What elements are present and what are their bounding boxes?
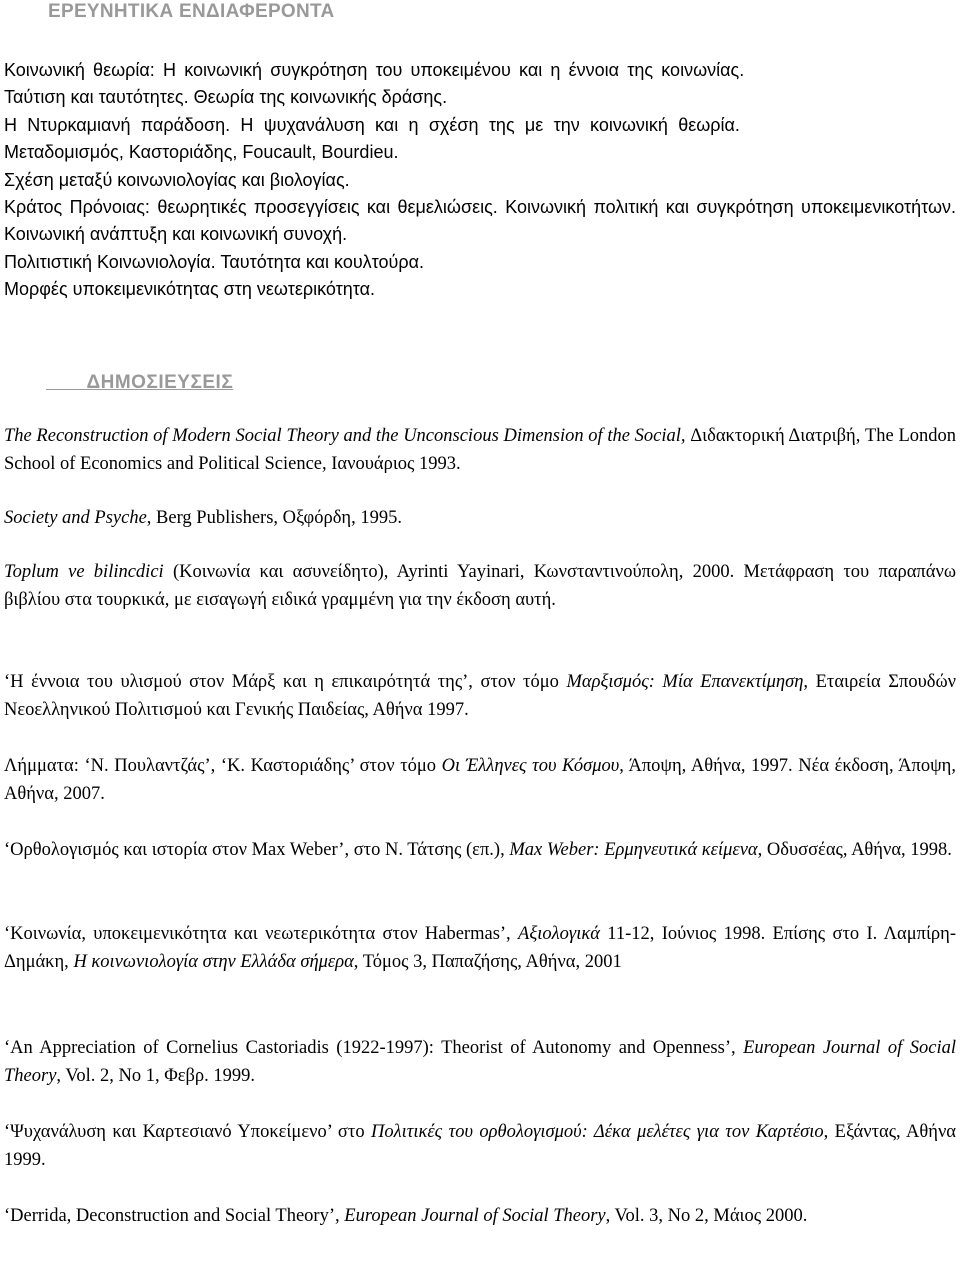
- publication-item: Toplum ve bilincdici (Κοινωνία και ασυνείδητο), Ayrinti Yayinari, Κωνσταντινούπολη, 2000. Μετάφραση του παραπάνω βιβλίου στα τουρκικά, με εισαγωγή ειδικά γραμμένη για την έκδοση αυτή.: [4, 562, 956, 610]
- publication-item: ‘Κοινωνία, υποκειμενικότητα και νεωτερικότητα στον Habermas’, Αξιολογικά 11-12, Ιούνιος 1998. Επίσης στο Ι. Λαμπίρη-Δημάκη, Η κοινωνιολογία στην Ελλάδα σήμερα, Τόμος 3, Παπαζήσης, Αθήνα, 2001: [4, 924, 956, 972]
- interest-line: Σχέση μεταξύ κοινωνιολογίας και βιολογίας.: [4, 169, 350, 190]
- publication-title: Μαρξισμός: Μία Επανεκτίμηση: [566, 672, 804, 692]
- publication-title: Αξιολογικά: [518, 924, 600, 944]
- interest-line: Πολιτιστική Κοινωνιολογία. Ταυτότητα και κουλτούρα.: [4, 251, 425, 272]
- publication-title: European Journal of Social Theory: [344, 1206, 606, 1226]
- publication-item: ‘Η έννοια του υλισμού στον Μάρξ και η επικαιρότητά της’, στον τόμο Μαρξισμός: Μία Επανεκτίμηση, Εταιρεία Σπουδών Νεοελληνικού Πολιτισμού και Γενικής Παιδείας, Αθήνα 1997.: [4, 672, 957, 720]
- publication-title: Max Weber: Ερμηνευτικά κείμενα: [509, 840, 758, 860]
- research-interests-heading: ΕΡΕΥΝΗΤΙΚΑ ΕΝΔΙΑΦΕΡΟΝΤΑ: [48, 1, 335, 22]
- publication-item: Λήμματα: ‘Ν. Πουλαντζάς’, ‘Κ. Καστοριάδης’ στον τόμο Οι Έλληνες του Κόσμου, Άποψη, Αθήνα, 1997. Νέα έκδοση, Άποψη, Αθήνα, 2007.: [4, 756, 956, 804]
- publication-item: ‘Derrida, Deconstruction and Social Theory’, European Journal of Social Theory, Vol. 3, No 2, Μάιος 2000.: [4, 1206, 808, 1226]
- interest-line: Η Ντυρκαμιανή παράδοση. Η ψυχανάλυση και η σχέση της με την κοινωνική θεωρία.: [4, 114, 740, 135]
- publication-title: Πολιτικές του ορθολογισμού: Δέκα μελέτες για τον Καρτέσιο: [370, 1122, 824, 1142]
- publication-item: Society and Psyche, Berg Publishers, Οξφόρδη, 1995.: [4, 508, 402, 528]
- interest-line: Ταύτιση και ταυτότητες. Θεωρία της κοινωνικής δράσης.: [4, 87, 448, 108]
- publication-item: The Reconstruction of Modern Social Theory and the Unconscious Dimension of the Social, Διδακτορική Διατριβή, The London School of Economics and Political Science, Ιανουάριος 1993.: [4, 426, 956, 474]
- publication-title: Οι Έλληνες του Κόσμου: [441, 756, 620, 776]
- interest-line: Κοινωνική θεωρία: Η κοινωνική συγκρότηση του υποκειμένου και η έννοια της κοινωνίας.: [4, 60, 745, 80]
- publication-title: European Journal of Social Theory: [4, 1038, 956, 1086]
- publication-title: Toplum ve bilincdici: [4, 562, 164, 582]
- publications-heading: ΔΗΜΟΣΙΕΥΣΕΙΣ: [86, 372, 234, 393]
- interest-line: Μορφές υποκειμενικότητας στη νεωτερικότητα.: [4, 279, 375, 300]
- publication-title: The Reconstruction of Modern Social Theory and the Unconscious Dimension of the Social,: [4, 426, 686, 446]
- interest-line: Μεταδομισμός, Καστοριάδης, Foucault, Bourdieu.: [4, 142, 399, 163]
- publication-title: Η κοινωνιολογία στην Ελλάδα σήμερα: [73, 951, 354, 972]
- interest-line: Κράτος Πρόνοιας: θεωρητικές προσεγγίσεις και θεμελιώσεις. Κοινωνική πολιτική και συγκρότηση υποκειμενικοτήτων. Κοινωνική ανάπτυξη και κοινωνική συνοχή.: [4, 197, 956, 245]
- publication-title: Society and Psyche: [4, 508, 147, 528]
- publication-item: ‘Ορθολογισμός και ιστορία στον Max Weber’, στο Ν. Τάτσης (επ.), Max Weber: Ερμηνευτικά κείμενα, Οδυσσέας, Αθήνα, 1998.: [4, 840, 952, 860]
- research-interests-list: [4, 57, 956, 304]
- publication-item: ‘An Appreciation of Cornelius Castoriadis (1922-1997): Theorist of Autonomy and Openness’, European Journal of Social Theory, Vol. 2, No 1, Φεβρ. 1999.: [4, 1038, 956, 1086]
- publication-item: ‘Ψυχανάλυση και Καρτεσιανό Υποκείμενο’ στο Πολιτικές του ορθολογισμού: Δέκα μελέτες για τον Καρτέσιο, Εξάντας, Αθήνα 1999.: [4, 1122, 956, 1170]
